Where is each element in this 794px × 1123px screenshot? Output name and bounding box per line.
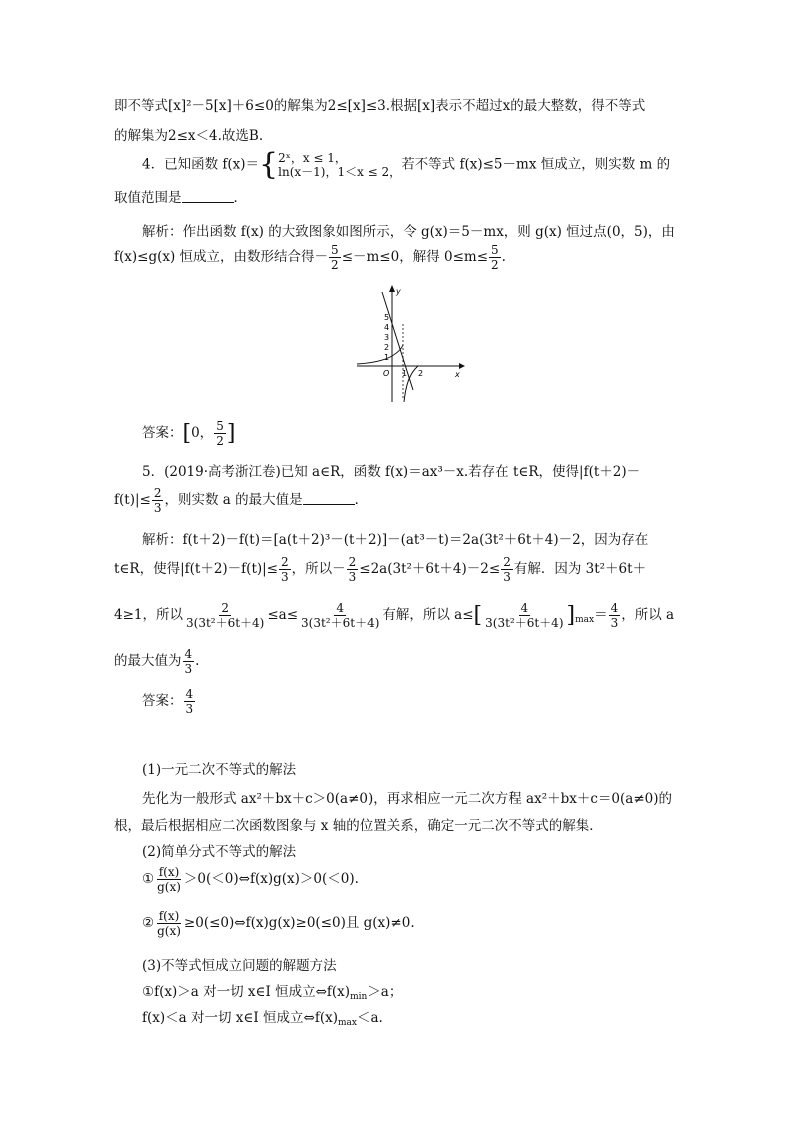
piecewise-case-2: ln(x－1)，1＜x ≤ 2， bbox=[278, 165, 402, 179]
q5-s3-b: ≤a≤ bbox=[267, 607, 299, 623]
y-axis-label: y bbox=[396, 287, 401, 296]
q5-solution-line-3 bbox=[114, 602, 674, 629]
summary-formula-1 bbox=[142, 866, 359, 893]
r1-a: ①f(x)＞a 对一切 x∈I 恒成立⇔f(x) bbox=[142, 984, 351, 1000]
intro-line-1: 即不等式[x]²－5[x]＋6≤0的解集为2≤[x]≤3.根据[x]表示不超过x的最大整数，得不等式 bbox=[114, 98, 646, 114]
q4-statement bbox=[142, 147, 671, 182]
fraction-5-2: $\frac{5}{2}$ bbox=[331, 243, 339, 272]
r2-b: ＜a. bbox=[356, 1010, 383, 1026]
ytick-3: 3 bbox=[384, 333, 390, 342]
q5-statement-line-2 bbox=[114, 487, 368, 514]
q4-solution-line-1: 解析：作出函数 f(x) 的大致图象如图所示，令 g(x)＝5－mx，则 g(x) 恒过点(0，5)，由 bbox=[142, 224, 675, 240]
fraction-2-3: $\frac{2}{3}$ bbox=[153, 486, 162, 515]
intro-line-2: 的解集为2≤x＜4.故选B. bbox=[114, 128, 264, 144]
answer-label: 答案： bbox=[142, 425, 183, 441]
piecewise-case-1: 2ˣ，x ≤ 1， bbox=[278, 151, 347, 165]
q5-l2-a: f(t)|≤ bbox=[114, 492, 151, 508]
fraction-4-3-b: $\frac{4}{3}$ bbox=[184, 647, 193, 676]
answer-fraction-q5: $\frac{4}{3}$ bbox=[185, 687, 194, 716]
fraction-5-2-b: $\frac{5}{2}$ bbox=[491, 243, 499, 272]
q5-solution-line-1: 解析：f(t＋2)－f(t)＝[a(t＋2)³－(t＋2)]－(at³－t)＝2a(3t²＋6t＋4)－2，因为存在 bbox=[142, 532, 649, 548]
q4-line-2-text: 取值范围是 bbox=[114, 190, 182, 206]
exp-curve bbox=[357, 345, 403, 364]
fraction-4-3: $\frac{4}{3}$ bbox=[610, 601, 619, 630]
answer-blank bbox=[182, 190, 234, 203]
q5-s4-b: . bbox=[195, 653, 200, 669]
q5-answer bbox=[142, 688, 196, 715]
max-right-bracket: ] bbox=[566, 603, 576, 628]
q5-s2-a: t∈R，使得|f(t＋2)－f(t)|≤ bbox=[114, 561, 278, 577]
answer-value-a: 0， bbox=[191, 425, 214, 441]
fraction-2-3-c: $\frac{2}{3}$ bbox=[348, 555, 357, 584]
q4-sol-text-b: ≤－m≤0，解得 0≤m≤ bbox=[341, 249, 489, 265]
fraction-f-over-g: $\frac{f(x)}{g(x)}$ bbox=[157, 865, 181, 894]
q4-solution-line-2 bbox=[114, 244, 506, 271]
summary-heading-1: (1)一元二次不等式的解法 bbox=[142, 762, 297, 778]
q5-l2-b: ，则实数 a 的最大值是 bbox=[164, 492, 303, 508]
x-axis-label: x bbox=[455, 370, 460, 379]
q4-answer bbox=[142, 420, 235, 447]
r2-sub: max bbox=[337, 1018, 357, 1028]
r1-b: ＞a； bbox=[367, 984, 403, 1000]
q4-tail: 若不等式 f(x)≤5－mx 恒成立，则实数 m 的 bbox=[401, 156, 671, 173]
ytick-5: 5 bbox=[384, 313, 390, 322]
q4-line-2-end: ． bbox=[233, 190, 247, 206]
q5-solution-line-4 bbox=[114, 648, 199, 675]
fraction-lower-bound: $\frac{2}{\text{3(3t²＋6t＋4)}}$ bbox=[186, 601, 265, 630]
summary-para-1-line-2: 根，最后根据相应二次函数图象与 x 轴的位置关系，确定一元二次不等式的解集． bbox=[114, 818, 603, 834]
ytick-2: 2 bbox=[384, 343, 390, 352]
q5-s3-c: 有解，所以 a≤ bbox=[382, 607, 474, 623]
fraction-upper-bound: $\frac{4}{\text{3(3t²＋6t＋4)}}$ bbox=[301, 601, 380, 630]
f2-pre: ② bbox=[142, 915, 155, 931]
fraction-2-3-d: $\frac{2}{3}$ bbox=[503, 555, 511, 584]
q4-sol-text-c: . bbox=[501, 249, 506, 265]
summary-para-1-line-1: 先化为一般形式 ax²＋bx＋c＞0(a≠0)，再求相应一元二次方程 ax²＋bx＋c＝0(a≠0)的 bbox=[142, 791, 673, 807]
q5-s3-d: ＝ bbox=[594, 607, 608, 623]
ytick-4: 4 bbox=[384, 323, 390, 332]
answer-blank-q5 bbox=[303, 492, 355, 505]
function-graph bbox=[355, 284, 465, 404]
answer-label-q5: 答案： bbox=[142, 693, 183, 709]
q5-l2-end: ． bbox=[354, 492, 369, 508]
fraction-f-over-g-b: $\frac{f(x)}{g(x)}$ bbox=[157, 909, 181, 938]
xtick-1: 1 bbox=[402, 369, 408, 378]
xtick-2: 2 bbox=[418, 369, 424, 378]
x-axis-arrow bbox=[459, 363, 465, 369]
summary-formula-2 bbox=[142, 910, 415, 937]
piecewise-brace: { bbox=[259, 147, 279, 182]
q5-s4-a: 的最大值为 bbox=[114, 653, 182, 669]
summary-rule-1 bbox=[142, 980, 402, 1002]
right-bracket: ] bbox=[226, 421, 236, 446]
r1-sub: min bbox=[350, 992, 368, 1002]
r2-a: f(x)＜a 对一切 x∈I 恒成立⇔f(x) bbox=[142, 1010, 338, 1026]
q5-s2-c: ≤2a(3t²＋6t＋4)－2≤ bbox=[359, 561, 501, 577]
origin-label: O bbox=[383, 369, 390, 378]
q5-solution-line-2 bbox=[114, 556, 646, 583]
max-left-bracket: [ bbox=[473, 603, 483, 628]
left-bracket: [ bbox=[182, 421, 192, 446]
max-subscript: max bbox=[575, 615, 595, 625]
answer-fraction: $\frac{5}{2}$ bbox=[216, 419, 224, 448]
q4-sol-text-a: f(x)≤g(x) 恒成立，由数形结合得－ bbox=[114, 249, 329, 265]
ytick-1: 1 bbox=[384, 353, 390, 362]
q4-lead: 4．已知函数 f(x)＝ bbox=[142, 156, 260, 173]
f1-post: ＞0(＜0)⇔f(x)g(x)＞0(＜0). bbox=[183, 871, 359, 887]
fraction-max: $\frac{4}{\text{3(3t²＋6t＋4)}}$ bbox=[485, 601, 564, 630]
f1-pre: ① bbox=[142, 871, 155, 887]
q5-statement-line-1: 5．(2019·高考浙江卷)已知 a∈R，函数 f(x)＝ax³－x.若存在 t∈R，使得|f(t＋2)－ bbox=[142, 464, 641, 480]
fraction-2-3-b: $\frac{2}{3}$ bbox=[281, 555, 289, 584]
q4-line-2 bbox=[114, 186, 247, 206]
summary-heading-2: (2)简单分式不等式的解法 bbox=[142, 844, 297, 860]
f2-post: ≥0(≤0)⇔f(x)g(x)≥0(≤0)且 g(x)≠0. bbox=[183, 915, 415, 931]
summary-rule-2 bbox=[142, 1006, 383, 1028]
piecewise-cases bbox=[278, 151, 401, 179]
y-axis-arrow bbox=[389, 285, 395, 292]
q5-s3-a: 4≥1，所以 bbox=[114, 607, 183, 623]
q5-s2-d: 有解．因为 3t²＋6t＋ bbox=[513, 561, 647, 577]
q5-s2-b: ，所以－ bbox=[291, 561, 346, 577]
q5-s3-e: ，所以 a bbox=[621, 607, 675, 623]
summary-heading-3: (3)不等式恒成立问题的解题方法 bbox=[142, 958, 337, 974]
